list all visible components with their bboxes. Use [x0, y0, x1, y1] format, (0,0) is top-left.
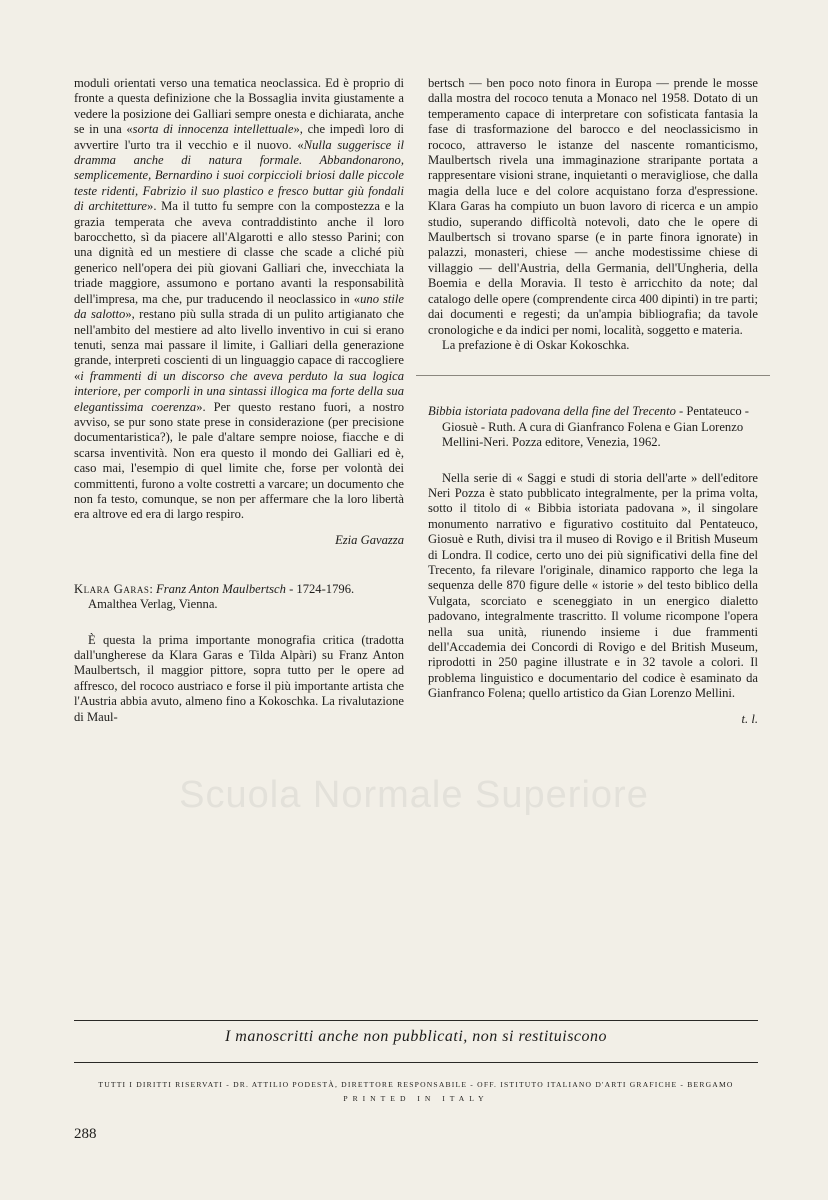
imprint-text: TUTTI I DIRITTI RISERVATI - DR. ATTILIO PODESTÀ, DIRETTORE RESPONSABILE - OFF. ISTITUTO ITALIANO D'ARTI GRAFICHE - BERGAMO: [98, 1080, 734, 1089]
left-column: [74, 76, 404, 725]
right-column: [428, 76, 758, 727]
right-paragraph-2: La prefazione è di Oskar Kokoschka.: [442, 337, 630, 352]
left-paragraph-2: È questa la prima importante monografia critica (tradotta dall'ungherese da Klara Garas e Tilda Alpàri) su Franz Anton Maulbertsch, il maggior pittore, sopra tutto per le opere ad affresco, del rococo austriaco e forse il più importante artista che l'Austria abbia avuto, almeno fino a Kokoschka. La rivalutazione di Maul-: [74, 632, 404, 724]
left-paragraph-1: moduli orientati verso una tematica neoclassica. Ed è proprio di fronte a questa definizione che la Bossaglia invita giustamente a vedere la posizione dei Galliari sempre onesta e dichiarata, anche se in una «sorta di innocenza intellettuale», che impedì loro di avvertire l'urto tra il vecchio e il nuovo. «Nulla suggerisce il dramma anche di natura formale. Abbandonarono, semplicemente, Bernardino i suoi corpicciolі briosi dalle piccole teste ridenti, Fabrizio il suo plastico e fresco buttar giù fondali di architetture». Ma il tutto fu sempre con la compostezza e la grazia temperata che aveva contraddistinto anche il loro barocchetto, sì da piacere all'Algarotti e allo stesso Parini; con una dignità ed un mestiere di classe che scade a cliché più generico nell'opera dei più giovani Galliari che, invecchiata la triade maggiore, assumono e portano avanti la responsabilità dell'impresa, ma che, pur traducendo il neoclassico in «uno stile da salotto», restano più sulla strada di un pulito artigianato che nell'ambito del mestiere ad alto livello inventivo in cui si erano tenuti, senza mai passare il limite, i Galliari della generazione grande, interpreti coscienti di un linguaggio capace di raccogliere «i frammenti di un discorso che aveva perduto la sua logica interiore, per comporli in una sintassi illogica ma forte della sua elegantissima coerenza». Per questo restano fuori, a nostro avviso, se pur sono state prese in considerazione (per precisione documentaristica?), le pale d'altare sempre noiose, fiacche e di scarsa inventività. Non era questo il mondo dei Galliari ed è, caso mai, l'esempio di quel limite che, forse per volontà dei committenti, furono a volte costretti a varcare; un documento che non fa testo, comunque, se non per affermare che la loro libertà era altrove ed era di largo respiro.: [74, 76, 405, 522]
printed-in-italy: PRINTED IN ITALY: [343, 1094, 489, 1103]
right-paragraph-1: bertsch — ben poco noto finora in Europa — prende le mosse dalla mostra del rococo tenuta a Monaco nel 1958. Dotato di un temperamento capace di interpretare con sofisticata fantasia la fase di trasformazione del barocco e del neoclassicismo in rococo, attraverso le istanze del nascente romanticismo, Maulbertsch rivela una immaginazione straripante portata a rappresentare visioni strane, inquietanti o meravigliose, che dalla magia della luce e del colore acquistano forza d'espressione. Klara Garas ha compiuto un buon lavoro di ricerca e un ampio studio, superando difficoltà notevoli, dato che le opere di Maulbertsch si trovano sparse (e in parte finora ignorate) in palazzi, monasteri, chiese — anche modestissime chiese di villaggio — dell'Austria, della Germania, dell'Ungheria, della Boemia e della Moravia. Il testo è arricchito da note; dal catalogo delle opere (comprendente circa 400 dipinti) in tre parti; dai documenti e regesti; da un'ampia bibliografia; da tavole cronologiche e da indici per nomi, località, soggetto e materia.: [428, 76, 758, 337]
watermark: Scuola Normale Superiore: [179, 774, 649, 816]
footer-note: I manoscritti anche non pubblicati, non si restituiscono: [224, 1028, 608, 1045]
review-heading-maulbertsch: Klara Garas: Franz Anton Maulbertsch - 1724-1796. Amalthea Verlag, Vienna.: [74, 581, 355, 612]
footer-rule-bottom: [74, 1062, 758, 1063]
signature-gavazza: Ezia Gavazza: [335, 532, 404, 547]
review-heading-bibbia: Bibbia istoriata padovana della fine del Trecento - Pentateuco - Giosuè - Ruth. A cura di Gianfranco Folena e Gian Lorenzo Mellini-Neri. Pozza editore, Venezia, 1962.: [428, 404, 749, 450]
signature-tl: t. l.: [741, 711, 758, 726]
page-number: 288: [74, 1126, 97, 1142]
footer-rule-top: [74, 1020, 758, 1021]
column-separator: [416, 375, 770, 376]
right-paragraph-3: Nella serie di « Saggi e studi di storia dell'arte » dell'editore Neri Pozza è stato pubblicato integralmente, per la prima volta, sotto il titolo di « Bibbia istoriata padovana », il singolare monumento narrativo e figurativo costituito dal Pentateuco, Giosuè e Ruth, divisi tra il museo di Rovigo e il British Museum di Londra. Il codice, certo uno dei più significativi della fine del Trecento, fa rilevare l'originale, dinamico rapporto che lega la sequenza delle 870 figure delle « istorie » del testo biblico della Vulgata, scorciato e sceneggiato in un energico dialetto padovano, integralmente trascritto. Il volume ricompone l'opera nella sua unità, riunendo insieme i due frammenti dell'Accademia dei Concordi di Rovigo e del British Museum, riprodotti in 250 pagine illustrate e in 32 tavole a colori. Il problema linguistico e documentario del codice è esaminato da Gianfranco Folena; quello artistico da Gian Lorenzo Mellini.: [428, 470, 758, 701]
imprint: [74, 1078, 758, 1106]
